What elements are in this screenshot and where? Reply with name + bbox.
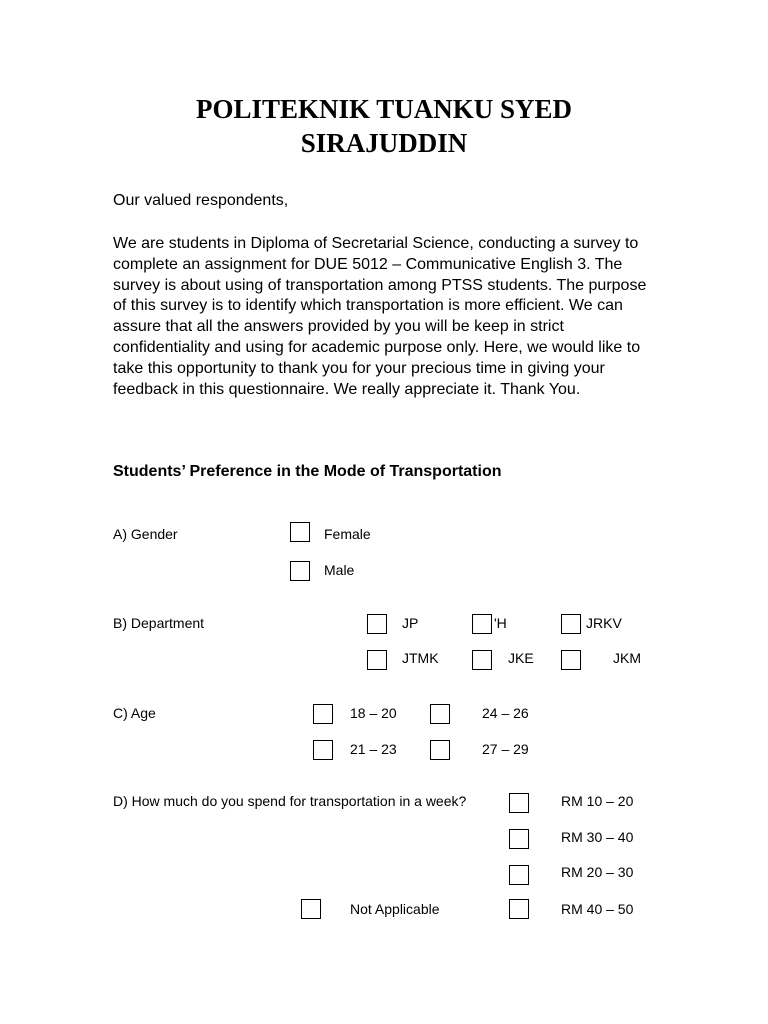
dept-jke-label: JKE — [508, 650, 534, 666]
title-line-2: SIRAJUDDIN — [300, 128, 468, 158]
dept-jp-checkbox[interactable] — [367, 614, 387, 634]
spend-question-label: D) How much do you spend for transportation in a week? — [113, 793, 467, 809]
age-question-label: C) Age — [113, 705, 156, 721]
dept-jkm-label: JKM — [613, 650, 641, 666]
spend-not-applicable-checkbox[interactable] — [301, 899, 321, 919]
spend-rm30-40-checkbox[interactable] — [509, 829, 529, 849]
spend-rm10-20-checkbox[interactable] — [509, 793, 529, 813]
dept-jrkv-label: JRKV — [586, 615, 622, 631]
dept-jtmk-checkbox[interactable] — [367, 650, 387, 670]
gender-male-label: Male — [324, 562, 355, 578]
dept-jkm-checkbox[interactable] — [561, 650, 581, 670]
age-27-29-label: 27 – 29 — [482, 741, 529, 757]
dept-jrkv-checkbox[interactable] — [561, 614, 581, 634]
dept-jke-checkbox[interactable] — [472, 650, 492, 670]
spend-rm20-30-label: RM 20 – 30 — [561, 864, 634, 880]
section-title: Students’ Preference in the Mode of Transportation — [113, 463, 502, 480]
gender-female-checkbox[interactable] — [290, 522, 310, 542]
gender-male-checkbox[interactable] — [290, 561, 310, 581]
intro-paragraph: We are students in Diploma of Secretarial Science, conducting a survey to complete an assignment for DUE 5012 – Communicative English 3. The survey is about using of transportation among PTSS students. The purpose of this survey is to identify which transportation is more efficient. We can assure that all the answers provided by you will be keep in strict confidentiality and using for academic purpose only. Here, we would like to take this opportunity to thank you for your precious time in giving your feedback in this questionnaire. We really appreciate it. Thank You. — [113, 235, 647, 398]
age-21-23-label: 21 – 23 — [350, 741, 397, 757]
age-24-26-checkbox[interactable] — [430, 704, 450, 724]
spend-rm40-50-label: RM 40 – 50 — [561, 901, 634, 917]
spend-rm40-50-checkbox[interactable] — [509, 899, 529, 919]
dept-jh-checkbox[interactable] — [472, 614, 492, 634]
age-21-23-checkbox[interactable] — [313, 740, 333, 760]
document-title — [0, 92, 768, 160]
gender-female-label: Female — [324, 526, 371, 542]
spend-not-applicable-label: Not Applicable — [350, 901, 440, 917]
dept-jtmk-label: JTMK — [402, 650, 439, 666]
spend-rm10-20-label: RM 10 – 20 — [561, 793, 634, 809]
spend-rm20-30-checkbox[interactable] — [509, 865, 529, 885]
spend-rm30-40-label: RM 30 – 40 — [561, 829, 634, 845]
dept-jh-label: 'H — [494, 615, 507, 631]
age-18-20-checkbox[interactable] — [313, 704, 333, 724]
dept-jp-label: JP — [402, 615, 419, 631]
department-question-label: B) Department — [113, 615, 205, 631]
gender-question-label: A) Gender — [113, 526, 178, 542]
age-24-26-label: 24 – 26 — [482, 705, 529, 721]
title-line-1: POLITEKNIK TUANKU SYED — [195, 94, 573, 124]
age-18-20-label: 18 – 20 — [350, 705, 397, 721]
age-27-29-checkbox[interactable] — [430, 740, 450, 760]
greeting: Our valued respondents, — [113, 192, 289, 209]
